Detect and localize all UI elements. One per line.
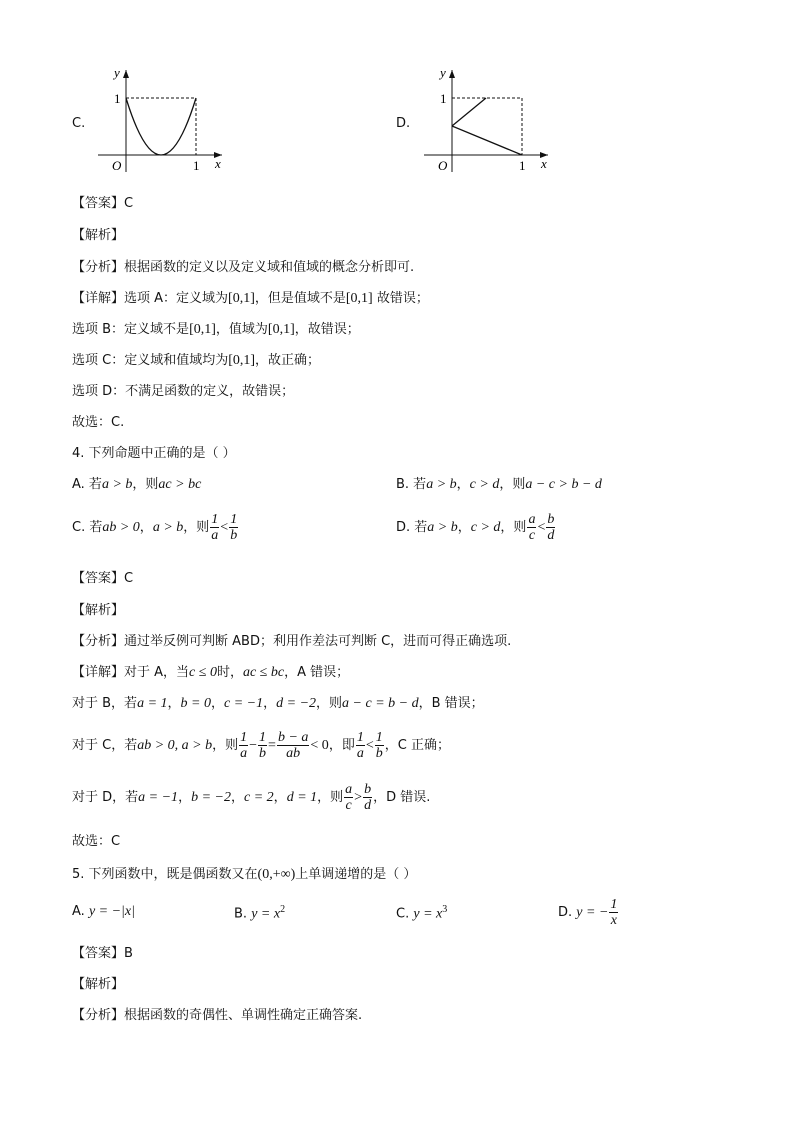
q3-detail-b: 选项 B：定义域不是[0,1]，值域为[0,1]，故错误； (72, 322, 360, 337)
q4-choose: 故选：C (72, 834, 121, 849)
origin-label: O (438, 158, 448, 173)
fraction: $\frac{1}{b}$ (259, 730, 267, 761)
q5-option-d: D. y = − $\frac{1}{x}$ (558, 897, 618, 928)
y-tick-label: 1 (440, 91, 447, 106)
q4-option-c: C. 若ab > 0，a > b，则 $\frac{1}{a}$ < $\frac{1}{b}$ (72, 512, 238, 543)
fraction: $\frac{a}{c}$ (528, 512, 536, 543)
q4-option-d: D. 若a > b，c > d，则 $\frac{a}{c}$ < $\frac{b}{d}$ (396, 512, 555, 543)
q4-option-b: B. 若a > b，c > d，则a − c > b − d (396, 477, 602, 492)
q5-analysis-tag: 【解析】 (72, 977, 125, 992)
segment-down (452, 126, 522, 155)
x-axis-label: x (215, 156, 221, 171)
origin-label: O (112, 158, 122, 173)
fraction: $\frac{1}{a}$ (211, 512, 219, 543)
y-axis-label: y (114, 65, 120, 80)
y-tick-label: 1 (114, 91, 121, 106)
y-axis-label: y (440, 65, 446, 80)
x-tick-label: 1 (193, 158, 200, 173)
q5-fenxi: 【分析】根据函数的奇偶性、单调性确定正确答案. (72, 1008, 363, 1023)
q5-option-a: A. y = −|x| (72, 904, 135, 919)
x-axis-label: x (541, 156, 547, 171)
q4-detail-b: 对于 B，若a = 1，b = 0，c = −1，d = −2，则a − c = b − d，B 错误； (72, 696, 484, 711)
q4-fenxi: 【分析】通过举反例可判断 ABD；利用作差法可判断 C，进而可得正确选项. (72, 634, 512, 649)
q4-option-a: A. 若a > b，则ac > bc (72, 477, 202, 492)
q3-fenxi: 【分析】根据函数的定义以及定义域和值域的概念分析即可. (72, 260, 415, 275)
q4-detail-c: 对于 C，若ab > 0, a > b，则 $\frac{1}{a}$ − $\frac{1}{b}$ = $\frac{b - a}{ab}$ < 0，即 $\frac{1}{a}$ < $\frac{1}{b}$ ，C 正确； (72, 730, 450, 761)
q5-option-b: B. $y = x^2$ (234, 904, 286, 922)
q3-answer: 【答案】C (72, 196, 134, 211)
x-tick-label: 1 (519, 158, 526, 173)
fraction: $\frac{a}{c}$ (345, 782, 353, 813)
q4-stem: 4. 下列命题中正确的是（ ） (72, 446, 236, 461)
q5-stem: 5. 下列函数中，既是偶函数又在(0,+∞)上单调递增的是（ ） (72, 867, 417, 882)
q5-answer: 【答案】B (72, 946, 133, 961)
fraction: $\frac{b}{d}$ (364, 782, 372, 813)
q5-option-c: C. $y = x^3$ (396, 904, 448, 922)
graph-d (416, 62, 556, 177)
graph-c (90, 62, 230, 177)
fraction: $\frac{1}{a}$ (356, 730, 364, 761)
fraction: $\frac{1}{a}$ (240, 730, 248, 761)
q4-answer: 【答案】C (72, 571, 134, 586)
q3-detail-d: 选项 D：不满足函数的定义，故错误； (72, 384, 295, 399)
q3-detail-a: 【详解】选项 A：定义域为[0,1]，但是值域不是[0,1] 故错误； (72, 291, 429, 306)
q3-analysis-tag: 【解析】 (72, 228, 125, 243)
segment-up (452, 98, 486, 126)
fraction: $\frac{b - a}{ab}$ (277, 730, 309, 761)
fraction: $\frac{1}{b}$ (375, 730, 383, 761)
q3-choose: 故选：C. (72, 415, 125, 430)
q4-analysis-tag: 【解析】 (72, 603, 125, 618)
fraction: $\frac{1}{b}$ (230, 512, 238, 543)
fraction: $\frac{b}{d}$ (547, 512, 555, 543)
fraction: $\frac{1}{x}$ (610, 897, 618, 928)
parabola-curve (126, 98, 196, 155)
q3-detail-c: 选项 C：定义域和值域均为[0,1]，故正确； (72, 353, 321, 368)
q4-detail-d: 对于 D，若a = −1，b = −2，c = 2，d = 1，则 $\frac{a}{c}$ > $\frac{b}{d}$ ，D 错误. (72, 782, 431, 813)
option-c-label: C. (72, 116, 86, 131)
q4-detail-a: 【详解】对于 A，当c ≤ 0时，ac ≤ bc，A 错误； (72, 665, 350, 680)
option-d-label: D. (396, 116, 411, 131)
